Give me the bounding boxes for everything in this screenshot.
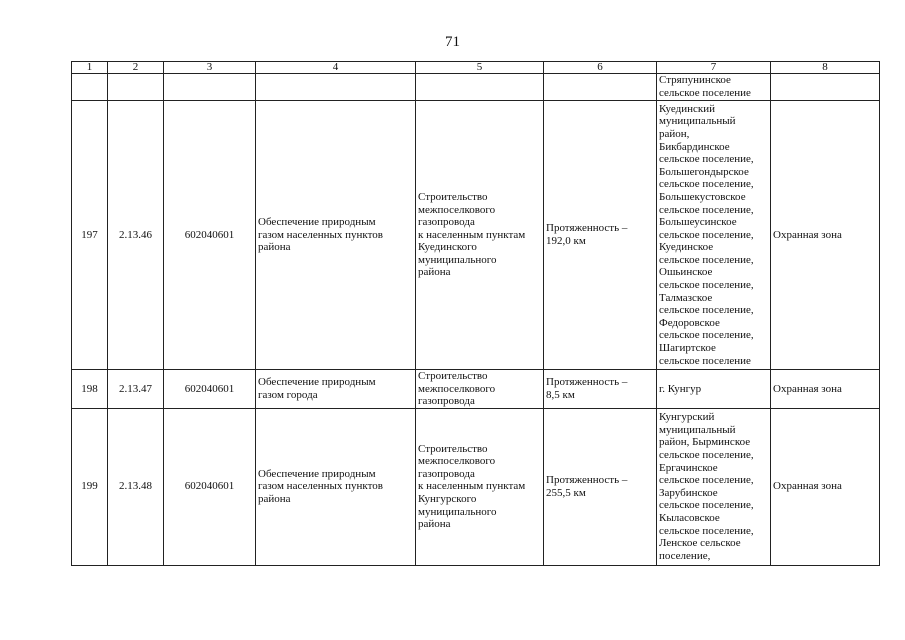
header-row xyxy=(72,62,880,74)
cell-purpose: Обеспечение природным газом населенных пунктов района xyxy=(256,408,416,565)
cell-zone: Охранная зона xyxy=(771,370,880,409)
location-line: район, xyxy=(659,127,690,140)
location-line: сельское поселение xyxy=(659,87,751,99)
cell-number: 199 xyxy=(72,408,108,565)
location-line: Федоровское xyxy=(659,316,720,329)
location-line: поселение, xyxy=(659,549,711,562)
cell-empty xyxy=(416,74,544,101)
table-row-continuation xyxy=(72,74,880,101)
objects-table xyxy=(71,61,880,566)
location-line: муниципальный xyxy=(659,423,736,436)
cell-purpose: Обеспечение природным газом города xyxy=(256,370,416,409)
cell-zone: Охранная зона xyxy=(771,101,880,370)
cell-empty xyxy=(256,74,416,101)
location-line: сельское поселение, xyxy=(659,524,754,537)
header-cell-2: 2 xyxy=(108,62,164,74)
header-cell-3: 3 xyxy=(164,62,256,74)
location-line: Большекустовское xyxy=(659,190,746,203)
location-line: сельское поселение, xyxy=(659,449,754,461)
location-line: Талмазское xyxy=(659,291,713,304)
location-line: Кунгурский xyxy=(659,411,715,424)
location-line: сельское поселение, xyxy=(659,153,754,166)
cell-okato: 602040601 xyxy=(164,101,256,370)
header-cell-1: 1 xyxy=(72,62,108,74)
cell-empty xyxy=(108,74,164,101)
cell-code: 2.13.48 xyxy=(108,408,164,565)
location-line: район, Бырминское xyxy=(659,436,751,449)
cell-okato: 602040601 xyxy=(164,370,256,409)
location-line: Зарубинское xyxy=(659,486,718,499)
header-cell-7: 7 xyxy=(657,62,771,74)
location-line: сельское поселение, xyxy=(659,228,754,241)
cell-okato: 602040601 xyxy=(164,408,256,565)
table-row xyxy=(72,101,880,370)
location-line: сельское поселение, xyxy=(659,279,754,292)
header-cell-5: 5 xyxy=(416,62,544,74)
cell-empty xyxy=(72,74,108,101)
location-line: Большеусинское xyxy=(659,216,737,229)
location-line: сельское поселение, xyxy=(659,474,754,487)
header-cell-4: 4 xyxy=(256,62,416,74)
location-line: сельское поселение, xyxy=(659,178,754,191)
location-line: г. Кунгур xyxy=(659,382,702,395)
table-row xyxy=(72,408,880,565)
cell-empty xyxy=(164,74,256,101)
cell-parameters: Протяженность – 8,5 км xyxy=(544,370,657,409)
cell-location xyxy=(657,101,771,370)
cell-code: 2.13.46 xyxy=(108,101,164,370)
table-row xyxy=(72,370,880,409)
cell-location xyxy=(657,408,771,565)
location-line: сельское поселение xyxy=(659,354,751,367)
cell-location xyxy=(657,74,771,101)
cell-object-name: Строительство межпоселкового газопровода к населенным пунктам Кунгурского муниципального района xyxy=(416,408,544,565)
location-line: Куединский xyxy=(659,102,715,115)
location-line: муниципальный xyxy=(659,115,736,128)
location-line: Бикбардинское xyxy=(659,140,730,153)
location-line: Кыласовское xyxy=(659,511,720,524)
cell-number: 197 xyxy=(72,101,108,370)
location-line: сельское поселение, xyxy=(659,499,754,512)
location-line: Большегондырское xyxy=(659,165,749,178)
cell-purpose: Обеспечение природным газом населенных пунктов района xyxy=(256,101,416,370)
header-cell-8: 8 xyxy=(771,62,880,74)
cell-object-name: Строительство межпоселкового газопровода xyxy=(416,370,544,409)
page-number: 71 xyxy=(445,34,460,50)
cell-empty xyxy=(771,74,880,101)
cell-parameters: Протяженность – 255,5 км xyxy=(544,408,657,565)
location-line: сельское поселение, xyxy=(659,329,754,342)
cell-number: 198 xyxy=(72,370,108,409)
cell-object-name: Строительство межпоселкового газопровода к населенным пунктам Куединского муниципального района xyxy=(416,101,544,370)
location-line: Шагиртское xyxy=(659,342,716,355)
cell-zone: Охранная зона xyxy=(771,408,880,565)
location-line: Ергачинское xyxy=(659,461,718,474)
cell-location xyxy=(657,370,771,409)
cell-parameters: Протяженность – 192,0 км xyxy=(544,101,657,370)
location-line: сельское поселение, xyxy=(659,253,754,266)
location-line: сельское поселение, xyxy=(659,203,754,216)
location-line: сельское поселение, xyxy=(659,304,754,317)
location-line: Куединское xyxy=(659,241,714,254)
location-line: Стряпунинское xyxy=(659,74,731,87)
location-line: Ошьинское xyxy=(659,266,713,279)
location-line: Ленское сельское xyxy=(659,537,741,550)
cell-empty xyxy=(544,74,657,101)
header-cell-6: 6 xyxy=(544,62,657,74)
cell-code: 2.13.47 xyxy=(108,370,164,409)
